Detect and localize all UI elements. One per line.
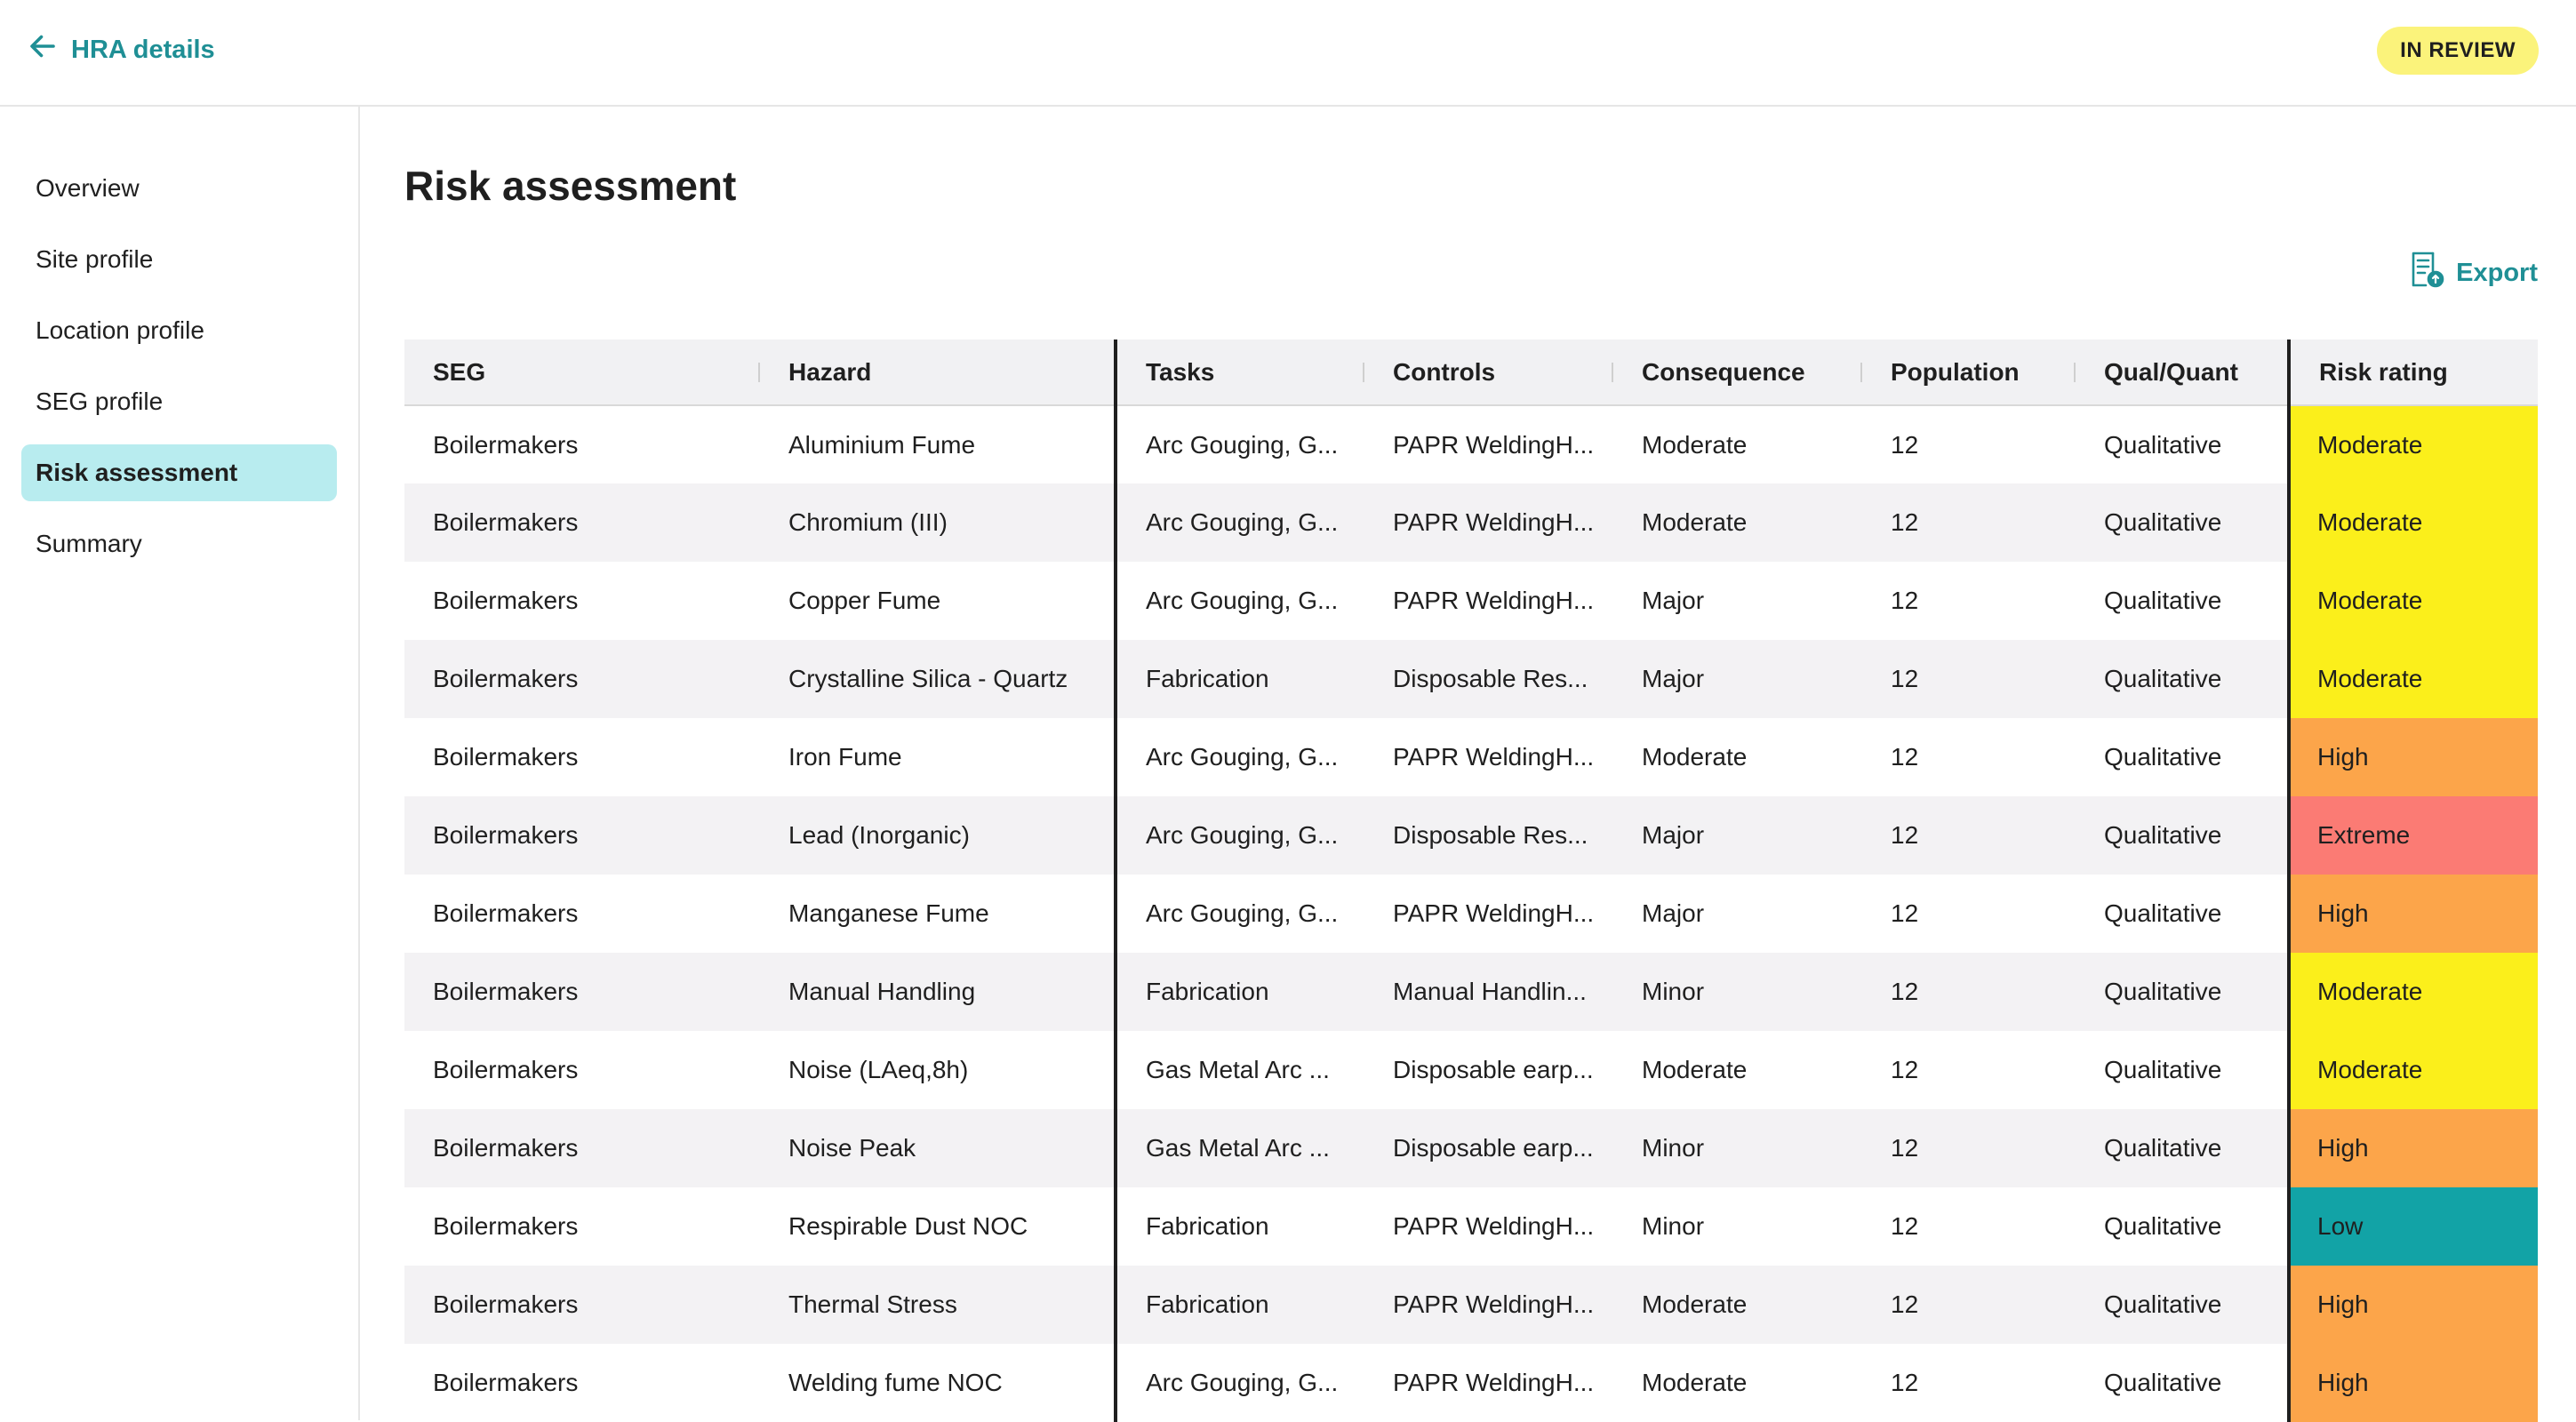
risk-rating-cell: High [2289,718,2538,796]
consequence-cell: Moderate [1613,718,1862,796]
table-row[interactable] [404,875,2538,953]
consequence-cell: Major [1613,796,1862,875]
seg-cell: Boilermakers [404,1109,760,1187]
top-bar [0,0,2576,107]
seg-cell: Boilermakers [404,405,760,483]
tasks-cell: Fabrication [1116,953,1364,1031]
qual-quant-cell: Qualitative [2076,1031,2289,1109]
seg-cell: Boilermakers [404,483,760,562]
main-content [360,107,2576,1420]
qual-quant-cell: Qualitative [2076,796,2289,875]
hazard-cell: Iron Fume [760,718,1116,796]
controls-cell: PAPR WeldingH... [1364,875,1613,953]
table-row[interactable] [404,483,2538,562]
qual-quant-cell: Qualitative [2076,718,2289,796]
seg-cell: Boilermakers [404,1344,760,1422]
controls-cell: PAPR WeldingH... [1364,1344,1613,1422]
table-row[interactable] [404,718,2538,796]
hazard-cell: Manual Handling [760,953,1116,1031]
column-header-population[interactable]: Population [1862,340,2076,405]
risk-rating-cell: High [2289,1266,2538,1344]
column-header-risk-rating[interactable]: Risk rating [2289,340,2538,405]
table-row[interactable] [404,1266,2538,1344]
export-button[interactable] [2408,251,2538,295]
population-cell: 12 [1862,718,2076,796]
risk-rating-cell: Moderate [2289,562,2538,640]
controls-cell: PAPR WeldingH... [1364,405,1613,483]
population-cell: 12 [1862,1266,2076,1344]
controls-cell: PAPR WeldingH... [1364,718,1613,796]
table-row[interactable] [404,405,2538,483]
column-header-tasks[interactable]: Tasks [1116,340,1364,405]
tasks-cell: Arc Gouging, G... [1116,796,1364,875]
controls-cell: Disposable Res... [1364,640,1613,718]
controls-cell: Disposable Res... [1364,796,1613,875]
sidebar-item-summary[interactable]: Summary [36,530,142,557]
risk-rating-cell: High [2289,1109,2538,1187]
controls-cell: PAPR WeldingH... [1364,1187,1613,1266]
sidebar-item-seg-profile[interactable]: SEG profile [36,387,164,415]
controls-cell: PAPR WeldingH... [1364,483,1613,562]
arrow-left-icon [27,30,59,69]
sidebar [0,107,360,1420]
consequence-cell: Moderate [1613,1031,1862,1109]
population-cell: 12 [1862,405,2076,483]
controls-cell: Disposable earp... [1364,1109,1613,1187]
risk-rating-cell: Low [2289,1187,2538,1266]
sidebar-item-risk-assessment[interactable]: Risk assessment [21,444,337,501]
table-row[interactable] [404,640,2538,718]
seg-cell: Boilermakers [404,562,760,640]
consequence-cell: Moderate [1613,483,1862,562]
seg-cell: Boilermakers [404,796,760,875]
seg-cell: Boilermakers [404,953,760,1031]
tasks-cell: Gas Metal Arc ... [1116,1031,1364,1109]
hazard-cell: Welding fume NOC [760,1344,1116,1422]
population-cell: 12 [1862,1031,2076,1109]
population-cell: 12 [1862,562,2076,640]
qual-quant-cell: Qualitative [2076,483,2289,562]
risk-rating-cell: Moderate [2289,640,2538,718]
column-header-hazard[interactable]: Hazard [760,340,1116,405]
hazard-cell: Noise Peak [760,1109,1116,1187]
population-cell: 12 [1862,953,2076,1031]
seg-cell: Boilermakers [404,718,760,796]
table-header-row [404,340,2538,405]
population-cell: 12 [1862,640,2076,718]
risk-table [404,340,2538,1422]
risk-rating-cell: Moderate [2289,405,2538,483]
table-row[interactable] [404,796,2538,875]
controls-cell: Manual Handlin... [1364,953,1613,1031]
hazard-cell: Manganese Fume [760,875,1116,953]
seg-cell: Boilermakers [404,1031,760,1109]
consequence-cell: Minor [1613,953,1862,1031]
qual-quant-cell: Qualitative [2076,405,2289,483]
controls-cell: Disposable earp... [1364,1031,1613,1109]
column-header-qual-quant[interactable]: Qual/Quant [2076,340,2289,405]
table-row[interactable] [404,1344,2538,1422]
qual-quant-cell: Qualitative [2076,875,2289,953]
table-row[interactable] [404,953,2538,1031]
qual-quant-cell: Qualitative [2076,562,2289,640]
export-label: Export [2456,258,2538,287]
table-row[interactable] [404,1031,2538,1109]
risk-rating-cell: High [2289,875,2538,953]
consequence-cell: Moderate [1613,405,1862,483]
risk-table-container [404,340,2538,1422]
population-cell: 12 [1862,483,2076,562]
population-cell: 12 [1862,875,2076,953]
qual-quant-cell: Qualitative [2076,1344,2289,1422]
hazard-cell: Crystalline Silica - Quartz [760,640,1116,718]
controls-cell: PAPR WeldingH... [1364,1266,1613,1344]
hazard-cell: Lead (Inorganic) [760,796,1116,875]
tasks-cell: Fabrication [1116,1266,1364,1344]
seg-cell: Boilermakers [404,640,760,718]
consequence-cell: Minor [1613,1109,1862,1187]
tasks-cell: Arc Gouging, G... [1116,718,1364,796]
column-header-consequence[interactable]: Consequence [1613,340,1862,405]
tasks-cell: Arc Gouging, G... [1116,1344,1364,1422]
qual-quant-cell: Qualitative [2076,640,2289,718]
status-badge: IN REVIEW [2377,27,2539,75]
consequence-cell: Minor [1613,1187,1862,1266]
seg-cell: Boilermakers [404,1187,760,1266]
back-link[interactable] [27,30,215,69]
tasks-cell: Arc Gouging, G... [1116,562,1364,640]
hazard-cell: Copper Fume [760,562,1116,640]
tasks-cell: Gas Metal Arc ... [1116,1109,1364,1187]
page-title: Risk assessment [404,163,737,209]
table-body [404,405,2538,1422]
qual-quant-cell: Qualitative [2076,1109,2289,1187]
consequence-cell: Major [1613,562,1862,640]
seg-cell: Boilermakers [404,875,760,953]
risk-rating-cell: Extreme [2289,796,2538,875]
population-cell: 12 [1862,1344,2076,1422]
risk-rating-cell: Moderate [2289,483,2538,562]
hazard-cell: Chromium (III) [760,483,1116,562]
tasks-cell: Fabrication [1116,640,1364,718]
population-cell: 12 [1862,1187,2076,1266]
back-link-label: HRA details [71,35,215,64]
consequence-cell: Major [1613,875,1862,953]
table-row[interactable] [404,1109,2538,1187]
controls-cell: PAPR WeldingH... [1364,562,1613,640]
qual-quant-cell: Qualitative [2076,953,2289,1031]
tasks-cell: Arc Gouging, G... [1116,483,1364,562]
export-document-icon [2408,250,2445,296]
consequence-cell: Moderate [1613,1344,1862,1422]
sidebar-item-location-profile[interactable]: Location profile [36,316,204,344]
consequence-cell: Major [1613,640,1862,718]
population-cell: 12 [1862,1109,2076,1187]
consequence-cell: Moderate [1613,1266,1862,1344]
risk-rating-cell: Moderate [2289,953,2538,1031]
tasks-cell: Arc Gouging, G... [1116,405,1364,483]
tasks-cell: Fabrication [1116,1187,1364,1266]
qual-quant-cell: Qualitative [2076,1266,2289,1344]
tasks-cell: Arc Gouging, G... [1116,875,1364,953]
table-row[interactable] [404,1187,2538,1266]
column-header-seg[interactable]: SEG [404,340,760,405]
hazard-cell: Respirable Dust NOC [760,1187,1116,1266]
hazard-cell: Thermal Stress [760,1266,1116,1344]
hazard-cell: Noise (LAeq,8h) [760,1031,1116,1109]
seg-cell: Boilermakers [404,1266,760,1344]
risk-rating-cell: High [2289,1344,2538,1422]
population-cell: 12 [1862,796,2076,875]
table-row[interactable] [404,562,2538,640]
qual-quant-cell: Qualitative [2076,1187,2289,1266]
column-header-controls[interactable]: Controls [1364,340,1613,405]
risk-rating-cell: Moderate [2289,1031,2538,1109]
sidebar-item-site-profile[interactable]: Site profile [36,245,154,273]
hazard-cell: Aluminium Fume [760,405,1116,483]
sidebar-item-overview[interactable]: Overview [36,174,140,202]
